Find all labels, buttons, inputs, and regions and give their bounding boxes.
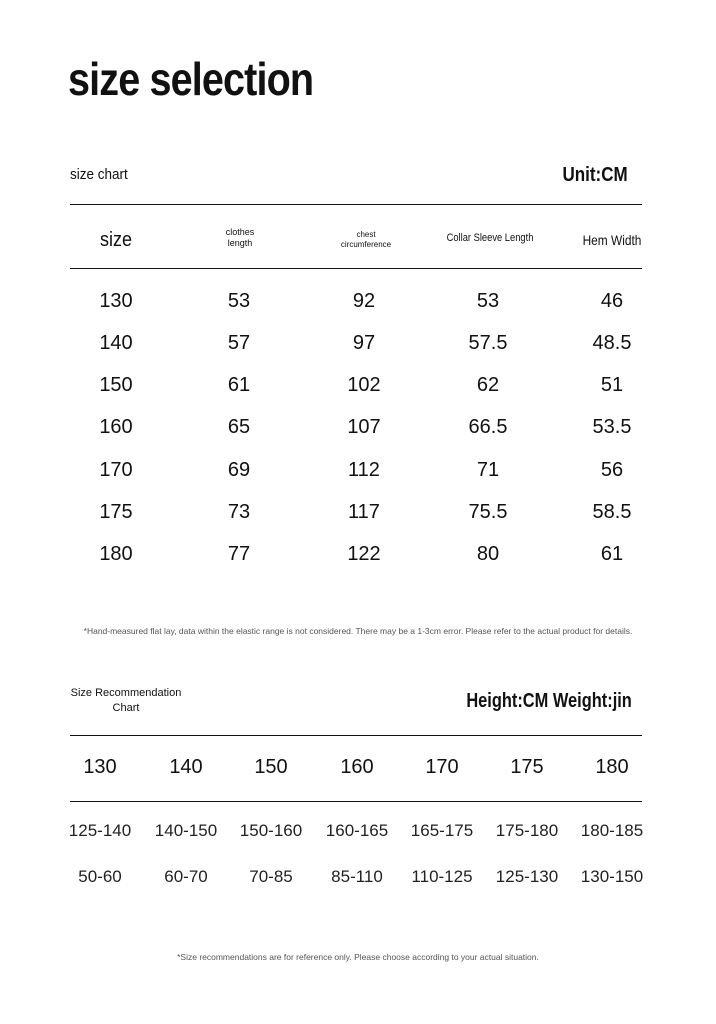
header-collar-sleeve-length: Collar Sleeve Length (446, 232, 534, 244)
recommendation-size: 130 (83, 756, 117, 778)
table-cell: 117 (348, 501, 380, 523)
header-clothes-line2: length (227, 238, 253, 249)
table-cell: 77 (227, 543, 251, 565)
recommendation-weight: 130-150 (580, 867, 644, 886)
table-cell: 57.5 (468, 332, 508, 354)
recommendation-size: 160 (340, 756, 374, 778)
table-cell: 58.5 (592, 501, 632, 523)
table-cell: 69 (227, 459, 251, 481)
table-cell: 112 (348, 459, 380, 481)
table-cell: 61 (600, 543, 624, 565)
header-chest-line1: chest (356, 230, 376, 239)
table-cell: 53 (476, 290, 500, 312)
table-cell: 53.5 (592, 416, 632, 438)
size-chart-unit: Unit:CM (562, 164, 628, 186)
recommendation-size: 150 (254, 756, 288, 778)
table-cell: 160 (99, 416, 133, 438)
recommendation-mid-rule (70, 801, 642, 802)
table-cell: 122 (347, 543, 381, 565)
recommendation-height: 140-150 (154, 821, 218, 840)
table-cell: 170 (99, 459, 133, 481)
table-cell: 175 (99, 501, 133, 523)
table-header-rule (70, 268, 642, 269)
table-cell: 57 (227, 332, 251, 354)
recommendation-top-rule (70, 735, 642, 736)
header-clothes-length (200, 227, 280, 250)
header-chest-line2: circumference (340, 240, 392, 249)
table-cell: 66.5 (468, 416, 508, 438)
size-chart-label: size chart (70, 166, 128, 183)
table-cell: 107 (347, 416, 381, 438)
recommendation-label (68, 686, 184, 716)
recommendation-height: 125-140 (68, 821, 132, 840)
recommendation-size: 175 (510, 756, 544, 778)
recommendation-label-line1: Size Recommendation (70, 687, 182, 699)
table-cell: 62 (476, 374, 500, 396)
table-cell: 56 (600, 459, 624, 481)
recommendation-weight: 110-125 (411, 867, 473, 886)
table-cell: 130 (99, 290, 133, 312)
table-cell: 53 (227, 290, 251, 312)
table-cell: 92 (352, 290, 376, 312)
recommendation-height: 150-160 (239, 821, 303, 840)
header-chest-circumference (316, 230, 416, 250)
table-cell: 71 (476, 459, 500, 481)
table-cell: 97 (352, 332, 376, 354)
size-chart-note: *Hand-measured flat lay, data within the elastic range is not considered. There may be a 1-3cm error. Please refer to the actual product for details. (83, 626, 633, 636)
recommendation-height: 160-165 (325, 821, 389, 840)
page-title: size selection (68, 53, 314, 105)
table-cell: 140 (99, 332, 133, 354)
recommendation-weight: 70-85 (249, 867, 293, 886)
recommendation-weight: 125-130 (495, 867, 559, 886)
recommendation-height: 165-175 (410, 821, 474, 840)
recommendation-note: *Size recommendations are for reference only. Please choose according to your actual situation. (177, 952, 539, 962)
recommendation-size: 180 (595, 756, 629, 778)
header-clothes-line1: clothes (225, 227, 255, 237)
table-cell: 150 (99, 374, 133, 396)
recommendation-size: 170 (425, 756, 459, 778)
recommendation-label-line2: Chart (112, 701, 140, 714)
recommendation-size: 140 (169, 756, 203, 778)
table-cell: 180 (99, 543, 133, 565)
table-cell: 46 (600, 290, 624, 312)
table-cell: 61 (227, 374, 251, 396)
recommendation-height: 175-180 (495, 821, 559, 840)
header-hem-width: Hem Width (582, 232, 642, 248)
table-cell: 80 (476, 543, 500, 565)
table-cell: 75.5 (468, 501, 508, 523)
recommendation-height: 180-185 (580, 821, 644, 840)
table-top-rule (70, 204, 642, 205)
table-cell: 51 (600, 374, 624, 396)
table-cell: 73 (227, 501, 251, 523)
table-cell: 65 (227, 416, 251, 438)
table-cell: 48.5 (592, 332, 632, 354)
recommendation-unit: Height:CM Weight:jin (466, 690, 632, 712)
recommendation-weight: 60-70 (164, 867, 208, 886)
recommendation-weight: 85-110 (331, 867, 383, 886)
header-size: size (99, 229, 133, 251)
recommendation-weight: 50-60 (78, 867, 122, 886)
table-cell: 102 (347, 374, 381, 396)
